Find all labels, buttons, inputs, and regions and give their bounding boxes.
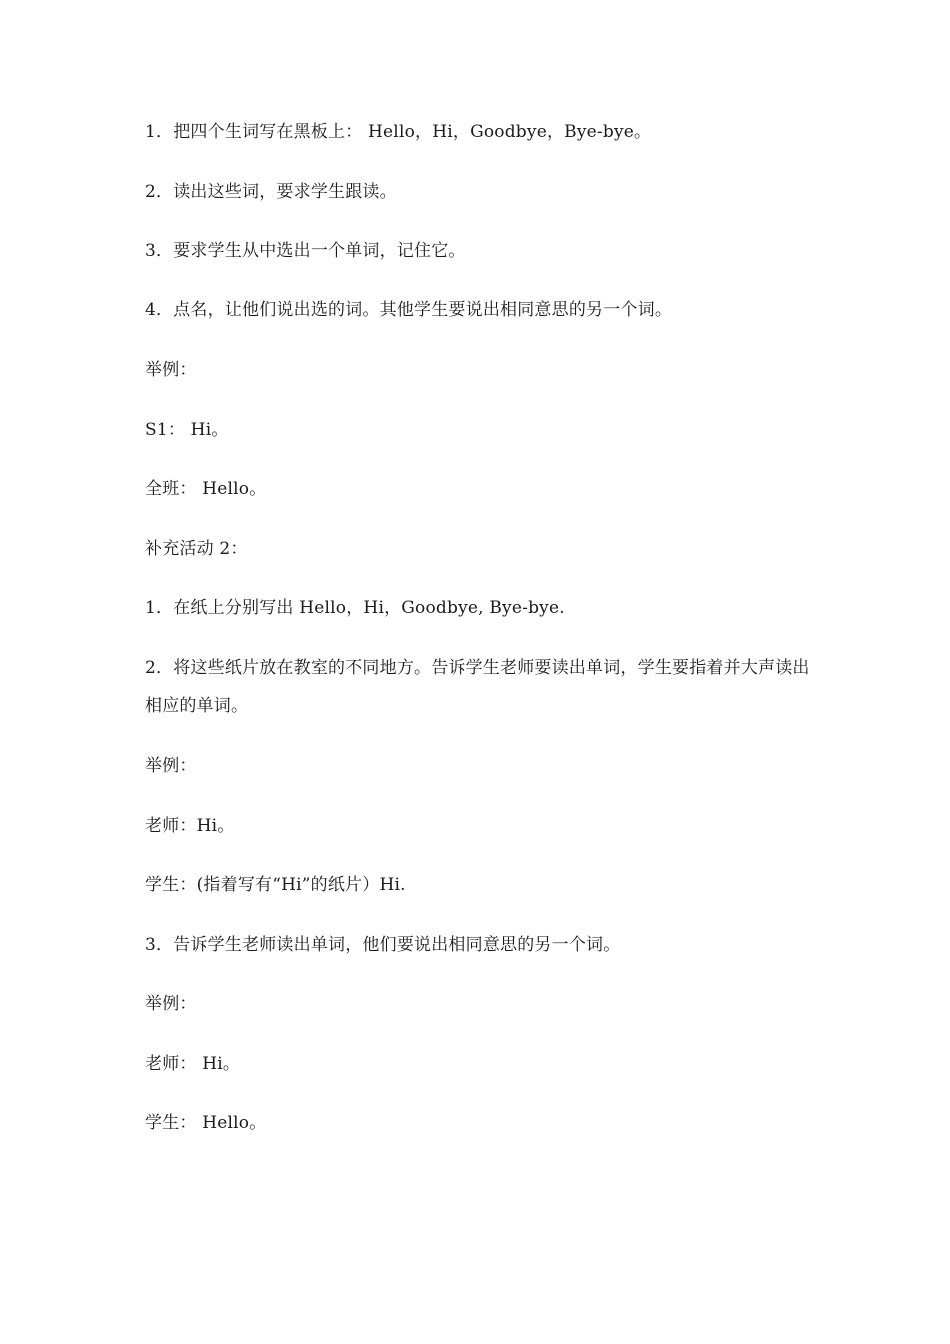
supplementary-activity-heading: 补充活动 2： [145, 539, 248, 559]
example-teacher-line: 老师： Hi。 [145, 1054, 241, 1074]
example-class-line: 全班： Hello。 [145, 479, 267, 499]
example-student-line: 学生：(指着写有“Hi”的纸片）Hi. [145, 875, 406, 895]
activity2-step-1: 1．在纸上分别写出 Hello，Hi，Goodbye, Bye-bye. [145, 598, 565, 618]
step-1-write-words: 1．把四个生词写在黑板上： Hello，Hi，Goodbye，Bye-bye。 [145, 122, 652, 142]
activity2-step-3: 3．告诉学生老师读出单词，他们要说出相同意思的另一个词。 [145, 935, 621, 955]
step-2-read-words: 2．读出这些词，要求学生跟读。 [145, 182, 397, 202]
step-3-choose-word: 3．要求学生从中选出一个单词，记住它。 [145, 241, 466, 261]
example-student-line: 学生： Hello。 [145, 1113, 267, 1133]
example-label: 举例： [145, 360, 197, 380]
activity2-step-2: 2．将这些纸片放在教室的不同地方。告诉学生老师要读出单词，学生要指着并大声读出相应的单词。 [145, 658, 810, 716]
example-teacher-line: 老师：Hi。 [145, 816, 235, 836]
step-4-call-names: 4．点名，让他们说出选的词。其他学生要说出相同意思的另一个词。 [145, 300, 673, 320]
example-label: 举例： [145, 756, 197, 776]
example-label: 举例： [145, 994, 197, 1014]
example-s1-line: S1： Hi。 [145, 420, 229, 440]
